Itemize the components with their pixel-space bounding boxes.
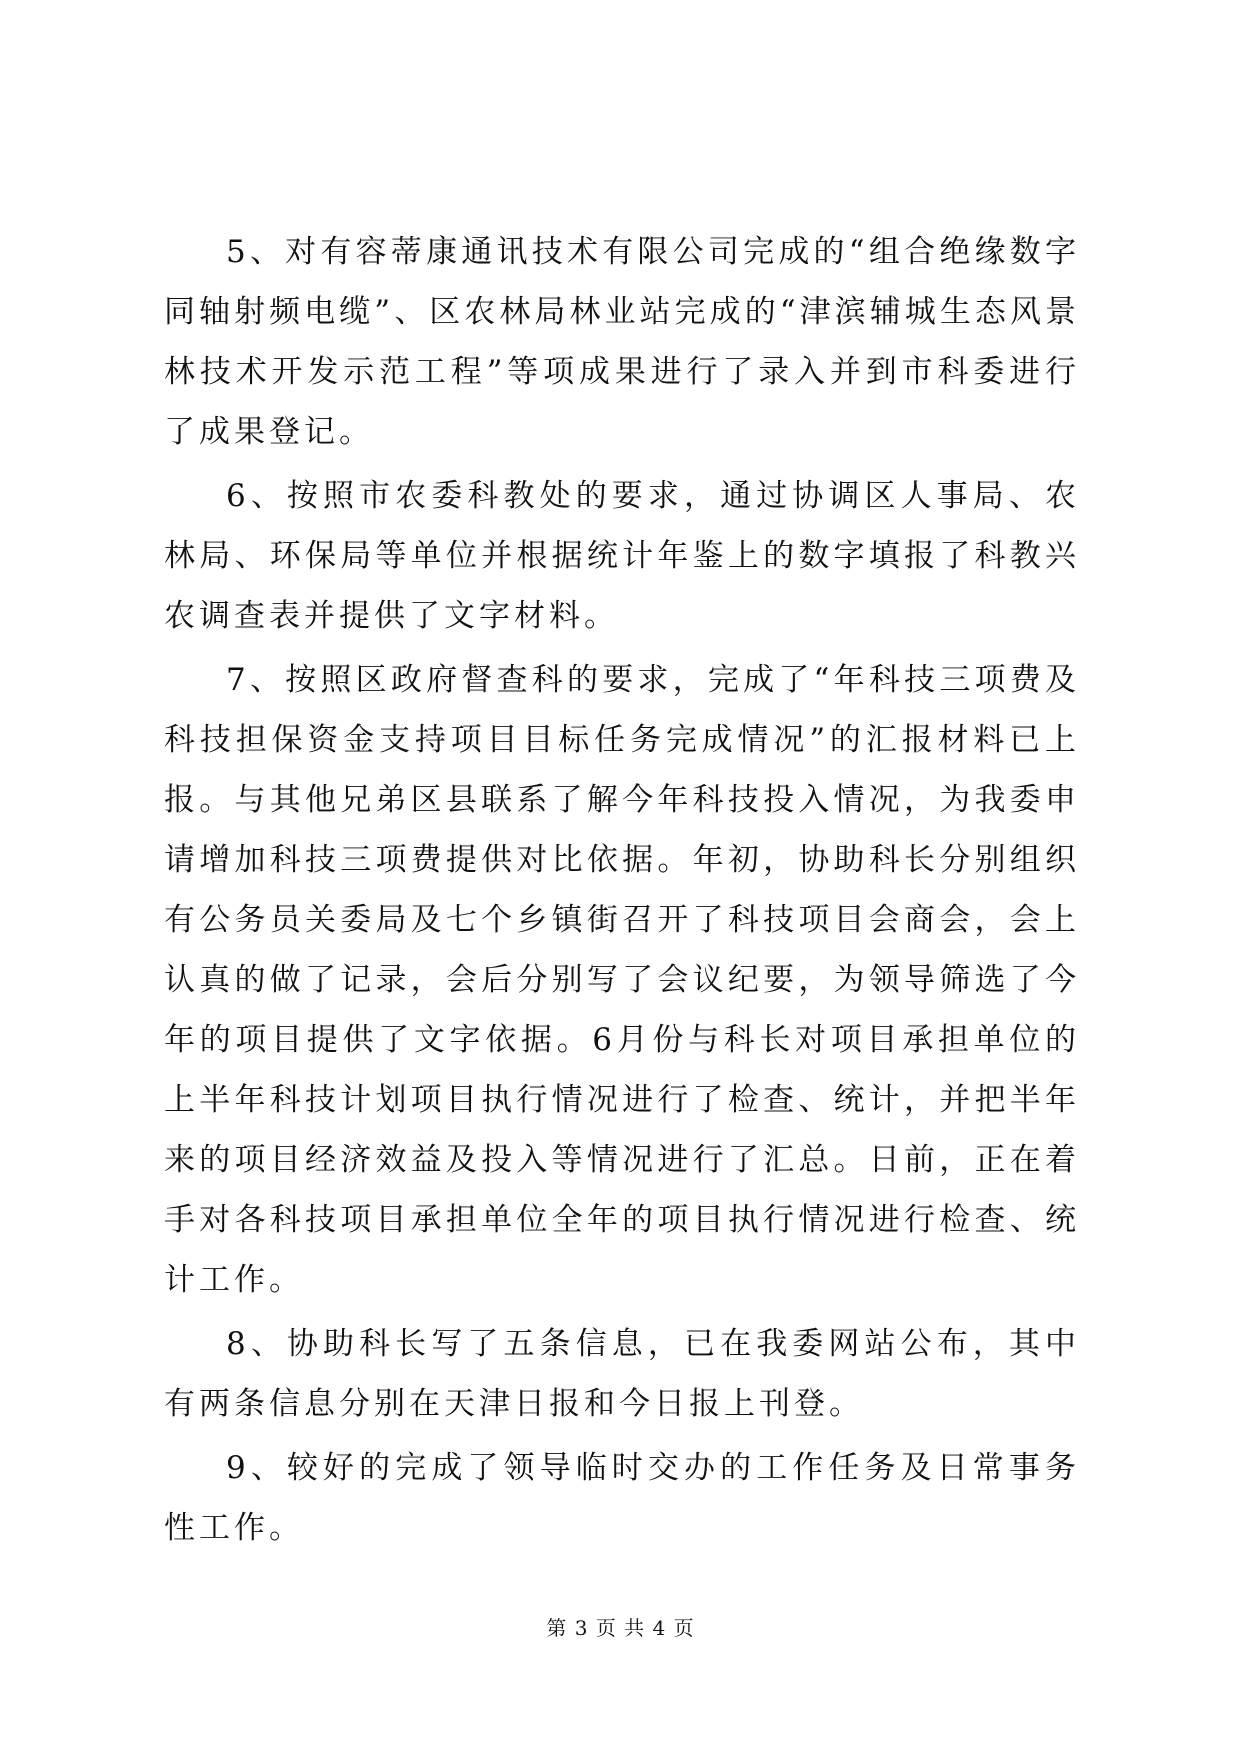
paragraph-8: 8、协助科长写了五条信息，已在我委网站公布，其中有两条信息分别在天津日报和今日报上刊登。 xyxy=(164,1326,1080,1422)
paragraph-5: 5、对有容蒂康通讯技术有限公司完成的“组合绝缘数字同轴射频电缆”、区农林局林业站完成的“津滨辅城生态风景林技术开发示范工程”等项成果进行了录入并到市科委进行了成果登记。 xyxy=(164,234,1080,450)
page-number-footer: 第 3 页 共 4 页 xyxy=(546,1616,695,1640)
paragraph-6: 6、按照市农委科教处的要求，通过协调区人事局、农林局、环保局等单位并根据统计年鉴上的数字填报了科教兴农调查表并提供了文字材料。 xyxy=(164,478,1080,634)
paragraph-9: 9、较好的完成了领导临时交办的工作任务及日常事务性工作。 xyxy=(164,1450,1080,1546)
document-body xyxy=(164,222,1080,1562)
paragraph-7: 7、按照区政府督查科的要求，完成了“年科技三项费及科技担保资金支持项目目标任务完成情况”的汇报材料已上报。与其他兄弟区县联系了解今年科技投入情况，为我委申请增加科技三项费提供对比依据。年初，协助科长分别组织有公务员关委局及七个乡镇街召开了科技项目会商会，会上认真的做了记录，会后分别写了会议纪要，为领导筛选了今年的项目提供了文字依据。6月份与科长对项目承担单位的上半年科技计划项目执行情况进行了检查、统计，并把半年来的项目经济效益及投入等情况进行了汇总。日前，正在着手对各科技项目承担单位全年的项目执行情况进行检查、统计工作。 xyxy=(164,662,1080,1298)
